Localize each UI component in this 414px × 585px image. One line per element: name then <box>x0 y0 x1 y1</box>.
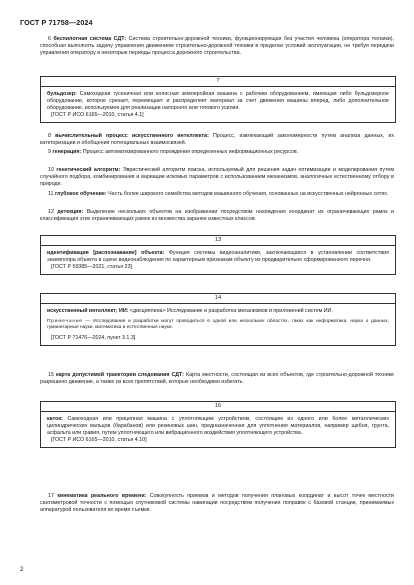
term-name: бульдозер: <box>47 91 77 97</box>
box-content <box>41 304 395 345</box>
term-definition: Карта местности, состоящая из всех объектов, где строительно-дорожной технике разрешено движение, а также из всех препятствий, которых необходимо избегать. <box>40 372 394 385</box>
source-reference: [ГОСТ Р 59385—2021, статья 23] <box>51 264 133 270</box>
term-definition: Процесс автоматизированного порождения определенных информационных ресурсов. <box>82 149 299 155</box>
box-number: 14 <box>214 294 222 301</box>
term-number: 12 <box>48 209 54 215</box>
term-name: идентификация [распознавание] объекта: <box>47 250 165 256</box>
reference-box-16 <box>40 401 396 448</box>
reference-box-13 <box>40 235 396 275</box>
box-content <box>41 246 395 274</box>
term-name: кинематика реального времени: <box>57 493 147 499</box>
term-number: 8 <box>48 133 51 139</box>
term-number: 11 <box>48 191 54 197</box>
term-number: 10 <box>48 167 54 173</box>
source-reference: [ГОСТ Р ИСО 6165—2010, статья 4.1] <box>51 112 144 118</box>
note-label: Примечание <box>47 319 83 324</box>
term-name: каток: <box>47 416 63 422</box>
box-content <box>41 87 395 122</box>
term-definition: Процесс, извлекающий закономерности путем анализа данных, их категоризации и обобщения потенциальных взаимосвязей. <box>40 133 395 146</box>
term-number: 17 <box>48 493 54 499</box>
document-header: ГОСТ Р 71758—2024 <box>20 18 93 27</box>
term-entry-6 <box>40 36 394 57</box>
note-text: — Исследования и разработки могут проводиться в одной или нескольких областях, таких как информатика, наука о данных, гуманитарные науки, математика и естественные науки. <box>47 319 390 331</box>
term-definition: Самоходная или прицепная машина с уплотняющим устройством, состоящим из одного или более металлических цилиндрических вальцов (барабанов) или резиновых шин, предназначенная для уплотнения материалов, например щебня, грунта, асфальта или гравия, путем уплотняющего или вибрационного воздействия уплотняющего устройства. <box>47 416 389 436</box>
box-content <box>41 412 395 447</box>
box-header <box>41 294 395 304</box>
term-name: генерация: <box>52 149 82 155</box>
term-definition: Совокупность приемов и методов получения плановых координат и высот точек местности сантиметровой точности с помощью спутниковой системы навигации посредством получения поправок с базовой станции, принимаемых аппаратурой пользователя во время съемки. <box>40 493 394 513</box>
term-entry-9 <box>40 149 394 156</box>
box-header <box>41 77 395 87</box>
term-name: глубокое обучение: <box>54 191 107 197</box>
term-name: вычислительный процесс искусственного интеллекта: <box>55 133 209 139</box>
reference-box-7 <box>40 76 396 123</box>
page-number: 2 <box>20 566 24 573</box>
term-definition: Выделение нескольких объектов на изображении посредством нахождения координат их ограничивающих рамок и классификация этих ограничивающих рамок из множества заранее известных классов. <box>40 209 394 222</box>
term-entry-8 <box>40 133 394 147</box>
term-definition: Самоходная гусеничная или колесная землеройная машина с рабочим оборудованием, имеющая либо бульдозерное оборудование, которое срезает, перемещает и распределяет материал за счет движения машины вперед, либо дополнительное оборудование, используемое для реализации напорного или тягового усилия. <box>47 91 389 111</box>
box-header <box>41 236 395 246</box>
box-number: 13 <box>214 236 222 243</box>
box-number: 16 <box>214 402 222 409</box>
term-entry-10 <box>40 167 394 188</box>
box-number: 7 <box>216 77 220 84</box>
term-number: 9 <box>48 149 51 155</box>
source-reference: [ГОСТ Р 71476—2024, пункт 3.1.3] <box>51 334 136 341</box>
term-name: беспилотная система СДТ: <box>53 36 127 42</box>
term-definition: Часть более широкого семейства методов машинного обучения, основанных на искусственных нейронных сетях. <box>108 191 389 197</box>
term-name: карта допустимой траектории следования СДТ: <box>55 372 184 378</box>
term-definition: Функция системы видеоаналитики, заключающаяся в установлении соответствия экземпляра объекта в сцене видеонаблюдения по характерным признакам объекту из предварительно сформированного перечня. <box>47 250 389 263</box>
term-definition: <дисциплина> Исследование и разработка механизмов и приложений систем ИИ. <box>129 308 333 314</box>
term-number: 15 <box>48 372 54 378</box>
term-definition: Система строительно-дорожной техники, функционирующая без участия человека (оператора техники), способная выполнять задачу управления движением строительно-дорожной техники в пределах условий эксплуатации, не требуя передачи управления оператору в некоторые периоды процесса дорожного строительства. <box>40 36 394 56</box>
reference-box-14 <box>40 293 396 346</box>
term-name: искусственный интеллект; ИИ: <box>47 308 129 314</box>
term-entry-12 <box>40 209 394 223</box>
term-entry-17 <box>40 493 394 514</box>
term-definition: Эвристический алгоритм поиска, используемый для решения задач оптимизации и моделирования путем случайного подбора, комбинирования и вариации искомых параметров с использованием механизмов, аналогичных естественному отбору в природе. <box>40 167 394 187</box>
box-header <box>41 402 395 412</box>
source-reference: [ГОСТ Р ИСО 6165—2010, статья 4.10] <box>51 437 147 443</box>
term-name: детекция: <box>57 209 84 215</box>
term-entry-11 <box>40 191 394 198</box>
term-entry-15 <box>40 372 394 386</box>
note <box>47 319 389 332</box>
term-number: 6 <box>48 36 51 42</box>
term-name: генетический алгоритм: <box>56 167 121 173</box>
